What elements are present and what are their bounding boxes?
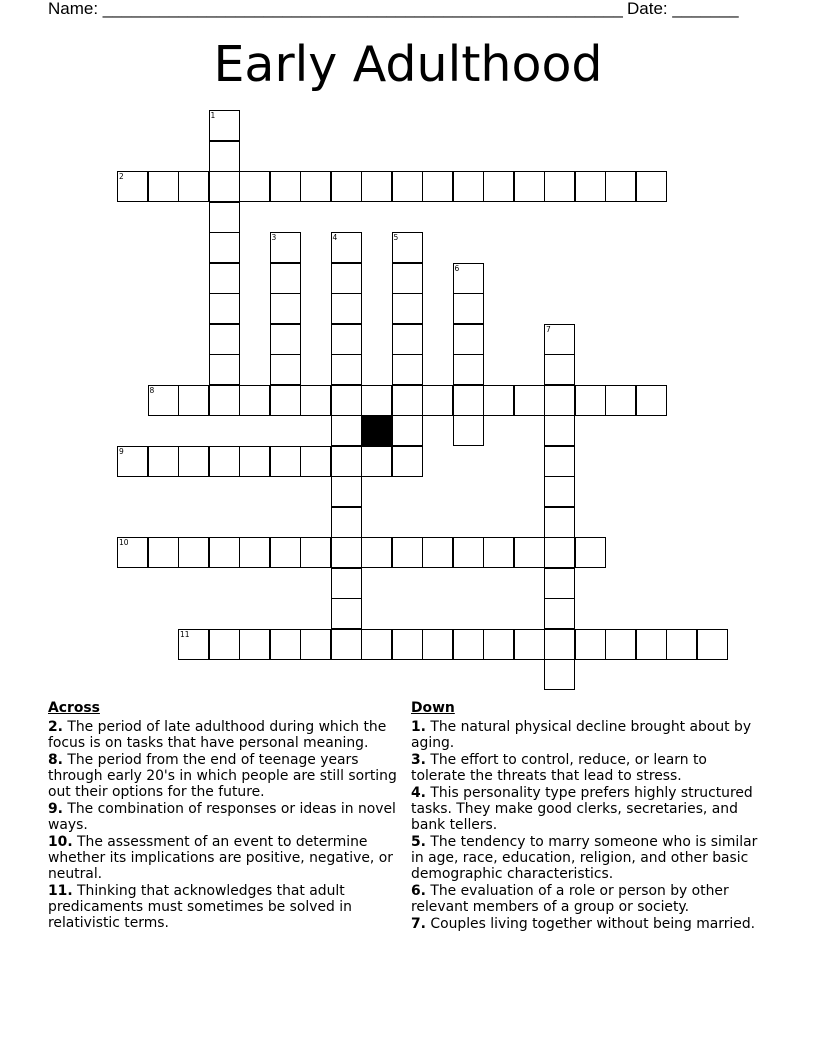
- answer-square[interactable]: [514, 629, 545, 660]
- answer-square[interactable]: [239, 385, 270, 416]
- answer-square[interactable]: [392, 385, 423, 416]
- answer-square[interactable]: [453, 171, 484, 202]
- answer-square[interactable]: [605, 629, 636, 660]
- answer-square[interactable]: [331, 324, 362, 355]
- answer-square[interactable]: [483, 629, 514, 660]
- answer-square[interactable]: [392, 293, 423, 324]
- answer-square[interactable]: [178, 537, 209, 568]
- answer-square[interactable]: [575, 171, 606, 202]
- clue-number: 1.: [411, 719, 426, 735]
- clue-number-label: 3: [271, 233, 277, 242]
- across-clue: [48, 883, 398, 931]
- answer-square[interactable]: [514, 171, 545, 202]
- answer-square[interactable]: [331, 293, 362, 324]
- clue-number: 9.: [48, 801, 63, 817]
- answer-square[interactable]: [148, 446, 179, 477]
- answer-square[interactable]: [270, 171, 301, 202]
- answer-square[interactable]: [392, 171, 423, 202]
- across-clue: [48, 801, 398, 833]
- answer-square[interactable]: [209, 263, 240, 294]
- answer-square[interactable]: [575, 629, 606, 660]
- answer-square[interactable]: [331, 476, 362, 507]
- clue-number: 11.: [48, 883, 73, 899]
- clue-number-label: 11: [180, 629, 190, 639]
- answer-square[interactable]: [209, 202, 240, 233]
- answer-square[interactable]: [422, 171, 453, 202]
- answer-square[interactable]: [178, 446, 209, 477]
- answer-square[interactable]: [209, 537, 240, 568]
- clue-number: 6.: [411, 883, 426, 899]
- answer-square[interactable]: [544, 446, 575, 477]
- down-clue: [411, 834, 761, 882]
- answer-square[interactable]: [453, 324, 484, 355]
- answer-square[interactable]: [209, 629, 240, 660]
- answer-square[interactable]: [209, 324, 240, 355]
- answer-square[interactable]: [300, 171, 331, 202]
- clue-number-label: 4: [332, 233, 338, 242]
- answer-square[interactable]: [178, 171, 209, 202]
- down-clue: [411, 883, 761, 915]
- clue-number-label: 9: [119, 446, 124, 456]
- clue-number: 5.: [411, 834, 426, 850]
- answer-square[interactable]: [392, 537, 423, 568]
- name-field-line: Name: _______________________________________________________: [48, 0, 623, 18]
- answer-square[interactable]: [361, 446, 392, 477]
- across-clue: [48, 752, 398, 800]
- answer-square[interactable]: [178, 385, 209, 416]
- answer-square[interactable]: [392, 415, 423, 446]
- answer-square[interactable]: [453, 537, 484, 568]
- down-clue: [411, 719, 761, 751]
- answer-square[interactable]: [331, 171, 362, 202]
- answer-square[interactable]: [453, 385, 484, 416]
- answer-square[interactable]: [361, 385, 392, 416]
- clue-text: The tendency to marry someone who is similar in age, race, education, religion, and other basic demographic characteristics.: [411, 834, 758, 882]
- answer-square[interactable]: [392, 354, 423, 385]
- answer-square[interactable]: [514, 537, 545, 568]
- answer-square[interactable]: [636, 629, 667, 660]
- across-heading: Across: [48, 700, 100, 716]
- clue-number: 3.: [411, 752, 426, 768]
- answer-square[interactable]: [300, 385, 331, 416]
- down-clue: [411, 752, 761, 784]
- clue-number-label: 6: [454, 263, 460, 273]
- answer-square[interactable]: [422, 629, 453, 660]
- clue-text: The natural physical decline brought about by aging.: [411, 719, 752, 751]
- answer-square[interactable]: [331, 537, 362, 568]
- answer-square[interactable]: [209, 446, 240, 477]
- blocked-square: [361, 415, 392, 446]
- clue-text: The period from the end of teenage years through early 20's in which people are still sorting out their options for the future.: [48, 752, 397, 800]
- answer-square[interactable]: [636, 171, 667, 202]
- clue-text: The combination of responses or ideas in novel ways.: [48, 801, 396, 833]
- answer-square[interactable]: [331, 568, 362, 599]
- answer-square[interactable]: [209, 171, 240, 202]
- answer-square[interactable]: [392, 324, 423, 355]
- answer-square[interactable]: [575, 385, 606, 416]
- answer-square[interactable]: [544, 568, 575, 599]
- puzzle-title: Early Adulthood: [213, 36, 603, 93]
- answer-square[interactable]: [544, 415, 575, 446]
- answer-square[interactable]: [239, 537, 270, 568]
- clue-text: The period of late adulthood during which the focus is on tasks that have personal meaning.: [48, 719, 387, 751]
- clue-number-label: 7: [546, 324, 551, 334]
- answer-square[interactable]: [270, 385, 301, 416]
- answer-square[interactable]: [361, 629, 392, 660]
- answer-square[interactable]: [544, 171, 575, 202]
- answer-square[interactable]: [605, 171, 636, 202]
- answer-square[interactable]: [209, 385, 240, 416]
- date-field-line: Date: _______: [627, 0, 739, 18]
- answer-square[interactable]: [453, 354, 484, 385]
- clue-number-label: 5: [393, 233, 399, 242]
- answer-square[interactable]: [209, 293, 240, 324]
- answer-square[interactable]: [544, 598, 575, 629]
- answer-square[interactable]: [331, 385, 362, 416]
- clue-text: This personality type prefers highly structured tasks. They make good clerks, secretaries, and bank tellers.: [411, 785, 753, 833]
- answer-square[interactable]: [331, 354, 362, 385]
- clue-text: Thinking that acknowledges that adult predicaments must sometimes be solved in relativistic terms.: [48, 883, 352, 931]
- answer-square[interactable]: [453, 629, 484, 660]
- answer-square[interactable]: [636, 385, 667, 416]
- answer-square[interactable]: [605, 385, 636, 416]
- answer-square[interactable]: [514, 385, 545, 416]
- clue-number-label: 8: [149, 385, 155, 395]
- answer-square[interactable]: [300, 537, 331, 568]
- answer-square[interactable]: [392, 263, 423, 294]
- clue-text: The assessment of an event to determine whether its implications are positive, negative, or neutral.: [48, 834, 393, 882]
- clue-number: 4.: [411, 785, 426, 801]
- across-clue: [48, 834, 398, 882]
- clue-text: The evaluation of a role or person by other relevant members of a group or society.: [411, 883, 729, 915]
- answer-square[interactable]: [300, 446, 331, 477]
- answer-square[interactable]: [544, 385, 575, 416]
- answer-square[interactable]: [544, 659, 575, 690]
- answer-square[interactable]: [331, 598, 362, 629]
- across-clue: [48, 719, 398, 751]
- answer-square[interactable]: [483, 385, 514, 416]
- answer-square[interactable]: [331, 263, 362, 294]
- answer-square[interactable]: [422, 537, 453, 568]
- answer-square[interactable]: [544, 537, 575, 568]
- answer-square[interactable]: [544, 629, 575, 660]
- clue-number: 7.: [411, 916, 426, 932]
- answer-square[interactable]: [209, 141, 240, 172]
- answer-square[interactable]: [544, 354, 575, 385]
- clue-text: Couples living together without being married.: [430, 916, 756, 932]
- down-heading: Down: [411, 700, 455, 716]
- answer-square[interactable]: [270, 354, 301, 385]
- answer-square[interactable]: [453, 293, 484, 324]
- answer-square[interactable]: [148, 537, 179, 568]
- answer-square[interactable]: [544, 507, 575, 538]
- answer-square[interactable]: [331, 415, 362, 446]
- clue-number-label: 1: [210, 111, 216, 120]
- answer-square[interactable]: [331, 629, 362, 660]
- down-clue: [411, 785, 761, 833]
- clue-number-label: 10: [119, 538, 129, 547]
- answer-square[interactable]: [270, 293, 301, 324]
- down-clue: [411, 916, 761, 932]
- answer-square[interactable]: [666, 629, 697, 660]
- answer-square[interactable]: [483, 537, 514, 568]
- clue-number: 8.: [48, 752, 63, 768]
- answer-square[interactable]: [331, 446, 362, 477]
- answer-square[interactable]: [300, 629, 331, 660]
- answer-square[interactable]: [270, 263, 301, 294]
- answer-square[interactable]: [392, 446, 423, 477]
- clue-number-label: 2: [119, 172, 124, 181]
- clue-text: The effort to control, reduce, or learn to tolerate the threats that lead to stress.: [411, 752, 707, 784]
- answer-square[interactable]: [239, 629, 270, 660]
- answer-square[interactable]: [270, 324, 301, 355]
- down-clues: [411, 700, 761, 933]
- answer-square[interactable]: [483, 171, 514, 202]
- answer-square[interactable]: [697, 629, 728, 660]
- answer-square[interactable]: [361, 537, 392, 568]
- answer-square[interactable]: [239, 171, 270, 202]
- clue-number: 10.: [48, 834, 73, 850]
- answer-square[interactable]: [270, 446, 301, 477]
- answer-square[interactable]: [361, 171, 392, 202]
- answer-square[interactable]: [544, 476, 575, 507]
- answer-square[interactable]: [575, 537, 606, 568]
- answer-square[interactable]: [209, 232, 240, 263]
- clue-number: 2.: [48, 719, 63, 735]
- answer-square[interactable]: [270, 537, 301, 568]
- answer-square[interactable]: [239, 446, 270, 477]
- answer-square[interactable]: [209, 354, 240, 385]
- across-clues: [48, 700, 398, 932]
- answer-square[interactable]: [270, 629, 301, 660]
- answer-square[interactable]: [392, 629, 423, 660]
- answer-square[interactable]: [148, 171, 179, 202]
- answer-square[interactable]: [422, 385, 453, 416]
- answer-square[interactable]: [331, 507, 362, 538]
- answer-square[interactable]: [453, 415, 484, 446]
